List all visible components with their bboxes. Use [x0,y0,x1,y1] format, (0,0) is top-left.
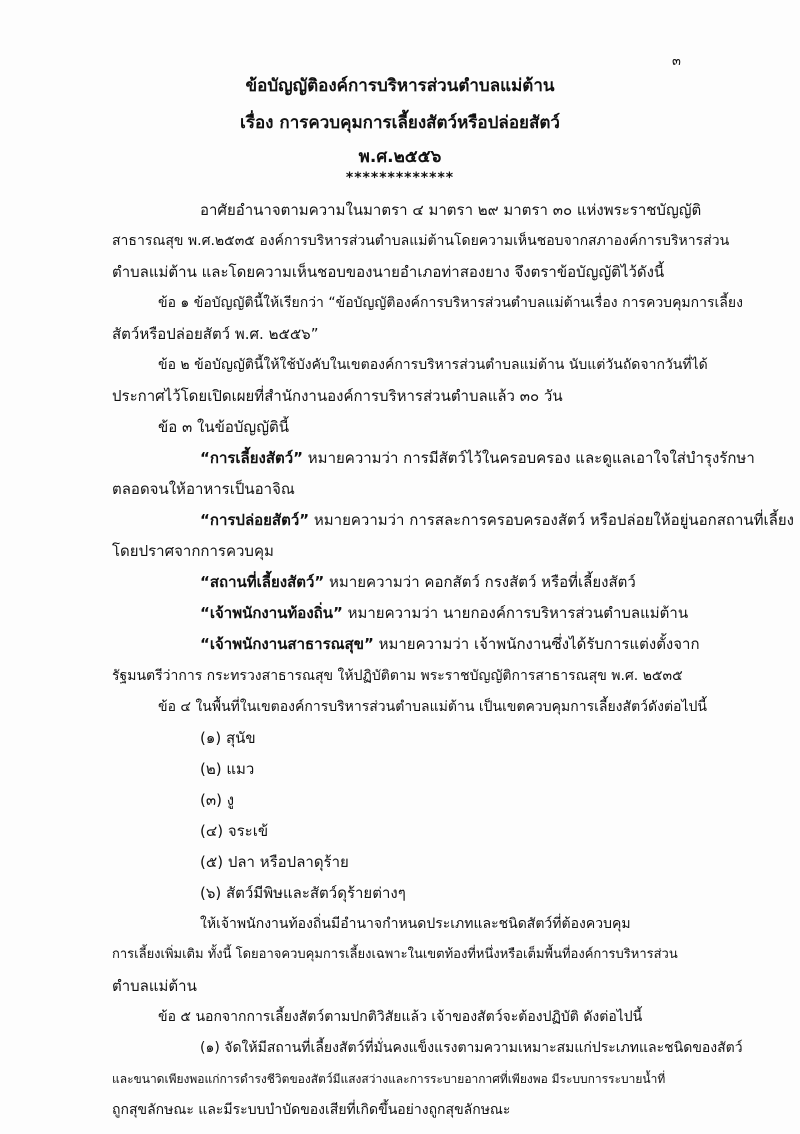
authority-line-2: การเลี้ยงเพิ่มเติม ทั้งนี้ โดยอาจควบคุมการเลี้ยงเฉพาะในเขตท้องที่หนึ่งหรือเต็มพื้นที่องค์การบริหารส่วน [112,947,678,962]
definition-1-cont: ตลอดจนให้อาหารเป็นอาจิณ [112,480,295,498]
list-item: (๔) จระเข้ [200,822,269,840]
definition-2-term: “การปล่อยสัตว์” [200,511,310,529]
preamble-line-1: อาศัยอำนาจตามความในมาตรา ๔ มาตรา ๒๙ มาตรา ๓๐ แห่งพระราชบัญญัติ [200,201,702,219]
definition-2-cont: โดยปราศจากการควบคุม [112,542,274,560]
list-item: (๒) แมว [200,760,255,778]
clause-2-line-2: ประกาศไว้โดยเปิดเผยที่สำนักงานองค์การบริหารส่วนตำบลแล้ว ๓๐ วัน [112,387,563,405]
clause-5-item-1-line-1: (๑) จัดให้มีสถานที่เลี้ยงสัตว์ที่มั่นคงแข็งแรงตามความเหมาะสมแก่ประเภทและชนิดของสัตว์ [200,1040,743,1056]
title-line-1: ข้อบัญญัติองค์การบริหารส่วนตำบลแม่ต้าน [245,76,555,96]
clause-5-item-1-line-2: และขนาดเพียงพอแก่การดำรงชีวิตของสัตว์มีแสงสว่างและการระบายอากาศที่เพียงพอ มีระบบการระบายน้ำที่ [112,1072,666,1086]
definition-3 [200,572,636,592]
list-item: (๓) งู [200,791,235,809]
authority-line-1: ให้เจ้าพนักงานท้องถิ่นมีอำนาจกำหนดประเภทและชนิดสัตว์ที่ต้องควบคุม [200,916,631,932]
page-number: ๓ [672,54,681,69]
definition-2-text: หมายความว่า การสละการครอบครองสัตว์ หรือปล่อยให้อยู่นอกสถานที่เลี้ยง [309,511,794,529]
preamble-line-2: สาธารณสุข พ.ศ.๒๕๓๕ องค์การบริหารส่วนตำบลแม่ต้านโดยความเห็นชอบจากสภาองค์การบริหารส่วน [112,233,730,249]
clause-1-line-1: ข้อ ๑ ข้อบัญญัตินี้ให้เรียกว่า “ข้อบัญญัติองค์การบริหารส่วนตำบลแม่ต้านเรื่อง การควบคุมการเลี้ยง [158,295,743,311]
definition-3-term: “สถานที่เลี้ยงสัตว์” [200,573,325,591]
definition-4-term: “เจ้าพนักงานท้องถิ่น” [200,604,343,622]
definition-4-text: หมายความว่า นายกองค์การบริหารส่วนตำบลแม่ต้าน [342,604,689,622]
definition-5-text: หมายความว่า เจ้าพนักงานซึ่งได้รับการแต่งตั้งจาก [373,635,700,653]
definition-4 [200,603,688,623]
definition-5-cont: รัฐมนตรีว่าการ กระทรวงสาธารณสุข ให้ปฏิบัติตาม พระราชบัญญัติการสาธารณสุข พ.ศ. ๒๕๓๕ [112,668,683,684]
clause-5: ข้อ ๕ นอกจากการเลี้ยงสัตว์ตามปกติวิสัยแล้ว เจ้าของสัตว์จะต้องปฏิบัติ ดังต่อไปนี้ [158,1009,643,1025]
definition-2 [200,510,794,530]
title-separator: ************* [345,170,455,186]
preamble-line-3: ตำบลแม่ต้าน และโดยความเห็นชอบของนายอำเภอท่าสองยาง จึงตราข้อบัญญัติไว้ดังนี้ [112,263,665,281]
list-item: (๕) ปลา หรือปลาดุร้าย [200,853,349,871]
list-item: (๖) สัตว์มีพิษและสัตว์ดุร้ายต่างๆ [200,884,406,902]
clause-1-line-2: สัตว์หรือปล่อยสัตว์ พ.ศ. ๒๕๕๖” [112,325,319,343]
definition-1-term: “การเลี้ยงสัตว์” [200,449,304,467]
definition-1 [200,448,755,468]
clause-4: ข้อ ๔ ในพื้นที่ในเขตองค์การบริหารส่วนตำบลแม่ต้าน เป็นเขตควบคุมการเลี้ยงสัตว์ดังต่อไปนี้ [158,699,707,715]
authority-line-3: ตำบลแม่ต้าน [112,977,197,995]
definition-3-text: หมายความว่า คอกสัตว์ กรงสัตว์ หรือที่เลี้ยงสัตว์ [324,573,636,591]
clause-2-line-1: ข้อ ๒ ข้อบัญญัตินี้ให้ใช้บังคับในเขตองค์การบริหารส่วนตำบลแม่ต้าน นับแต่วันถัดจากวันที่ได้ [158,357,708,373]
title-line-3: พ.ศ.๒๕๕๖ [358,147,442,167]
title-line-2: เรื่อง การควบคุมการเลี้ยงสัตว์หรือปล่อยสัตว์ [240,113,560,133]
definition-5 [200,634,700,654]
definition-1-text: หมายความว่า การมีสัตว์ไว้ในครอบครอง และดูแลเอาใจใส่บำรุงรักษา [303,449,755,467]
clause-3: ข้อ ๓ ในข้อบัญญัตินี้ [158,418,289,436]
list-item: (๑) สุนัข [200,729,256,747]
clause-5-item-1-line-3: ถูกสุขลักษณะ และมีระบบบำบัดของเสียที่เกิดขึ้นอย่างถูกสุขลักษณะ [112,1102,511,1118]
definition-5-term: “เจ้าพนักงานสาธารณสุข” [200,635,374,653]
